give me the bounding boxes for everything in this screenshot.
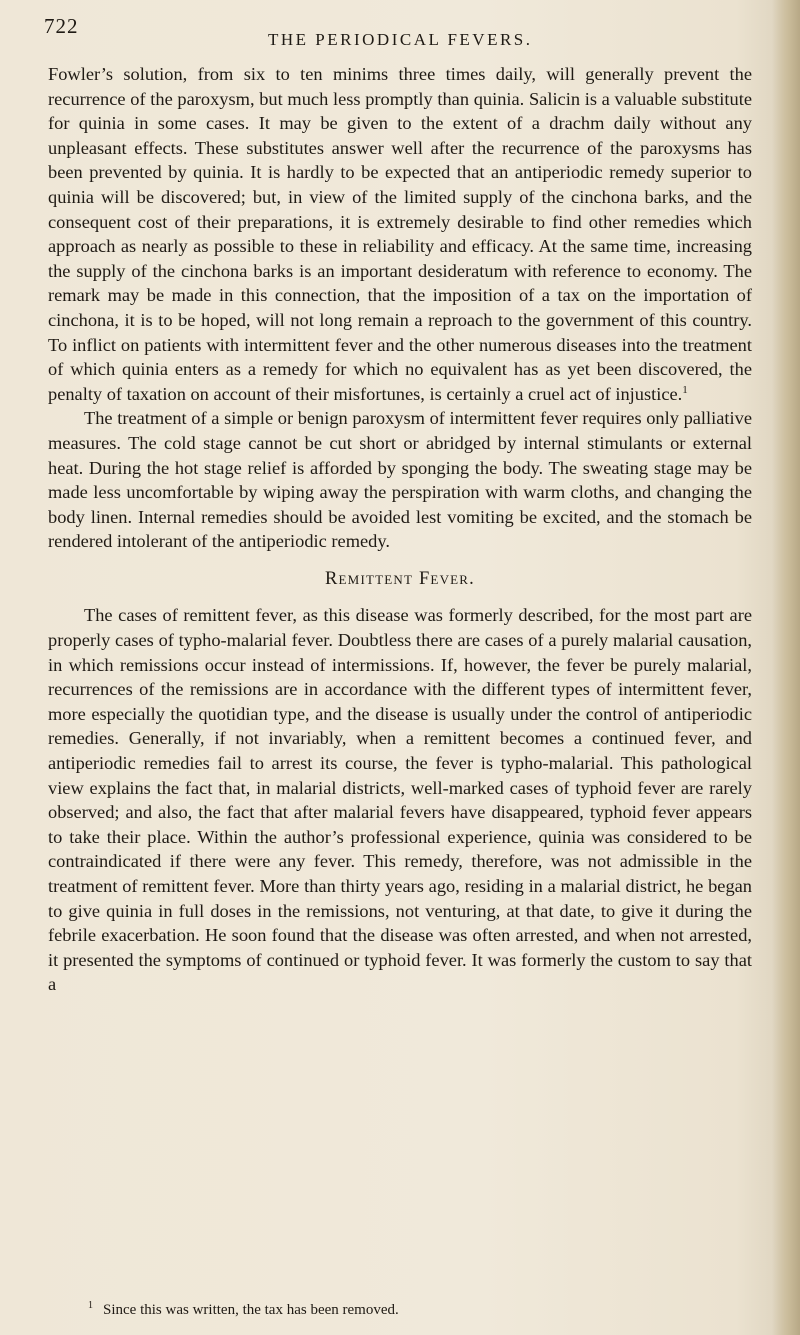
paragraph-1	[48, 62, 752, 406]
page-edge-shadow	[772, 0, 800, 1335]
paragraph-3: The cases of remittent fever, as this disease was formerly described, for the most part are properly cases of typho-malarial fever. Doubtless there are cases of a purely malarial causation, in which remissions occur instead of intermissions. If, however, the fever be purely malarial, recurrences of the remissions are in accordance with the different types of intermittent fever, more especially the quotidian type, and the disease is usually under the control of antiperiodic remedies. Generally, if not invariably, when a remittent becomes a continued fever, and antiperiodic remedies fail to arrest its course, the fever is typho-malarial. This pathological view explains the fact that, in malarial districts, well-marked cases of typhoid fever are rarely observed; and also, the fact that after malarial fevers have disappeared, typhoid fever appears to take their place. Within the author’s professional experience, quinia was considered to be contraindicated if there were any fever. This remedy, therefore, was not admissible in the treatment of remittent fever. More than thirty years ago, residing in a malarial district, he began to give quinia in full doses in the remissions, not venturing, at that date, to give it during the febrile exacerbation. He soon found that the disease was often arrested, and when not arrested, it presented the symptoms of continued or typhoid fever. It was formerly the custom to say that a	[48, 605, 752, 995]
running-head: THE PERIODICAL FEVERS.	[268, 30, 533, 49]
footnote-text: Since this was written, the tax has been removed.	[103, 1302, 399, 1318]
footnote	[88, 1296, 768, 1320]
section-heading: Remittent Fever.	[325, 568, 475, 589]
paragraph-2: The treatment of a simple or benign paroxysm of intermittent fever requires only palliative measures. The cold stage cannot be cut short or abridged by internal stimulants or external heat. During the hot stage relief is afforded by sponging the body. The sweating stage may be made less uncomfortable by wiping away the perspiration with warm cloths, and changing the body linen. Internal remedies should be avoided lest vomiting be excited, and the stomach be rendered intolerant of the antiperiodic remedy.	[48, 408, 752, 552]
footnote-reference: 1	[682, 383, 688, 396]
body-text	[48, 62, 752, 997]
footnote-marker: 1	[88, 1300, 93, 1311]
paragraph-1-text: Fowler’s solution, from six to ten minims three times daily, will generally prevent the recurrence of the paroxysm, but much less promptly than quinia. Salicin is a valuable substitute for quinia in some cases. It may be given to the extent of a drachm daily without any unpleasant effects. These substitutes answer well after the recurrence of the paroxysms has been prevented by quinia. It is hardly to be expected that an antiperiodic remedy superior to quinia will be discovered; but, in view of the limited supply of the cinchona barks, and the consequent cost of their preparations, it is extremely desirable to find other remedies which approach as nearly as possible to these in reliability and efficacy. At the same time, increasing the supply of the cinchona barks is an important desideratum with reference to economy. The remark may be made in this connection, that the imposition of a tax on the importation of cinchona, it is to be hoped, will not long remain a reproach to the government of this country. To inflict on patients with intermittent fever and the other numerous diseases into the treatment of which quinia enters as a remedy for which no equivalent has as yet been discovered, the penalty of taxation on account of their misfortunes, is certainly a cruel act of injustice.	[48, 64, 752, 404]
page-number: 722	[44, 14, 79, 38]
